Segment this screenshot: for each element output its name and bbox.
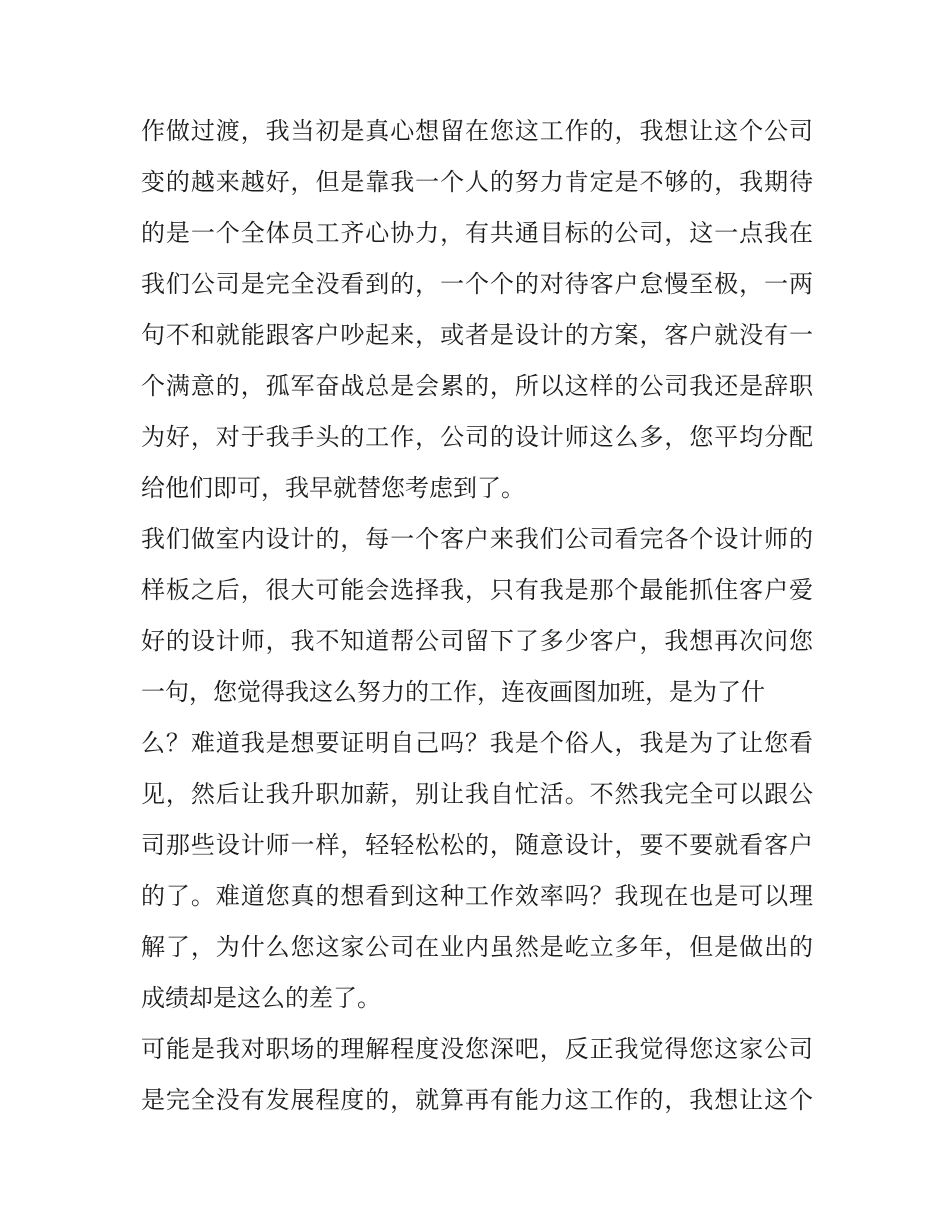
text-line: 的了。难道您真的想看到这种工作效率吗？我现在也是可以理 <box>141 882 813 910</box>
text-line: 是完全没有发展程度的，就算再有能力这工作的，我想让这个 <box>141 1086 813 1114</box>
text-line: 句不和就能跟客户吵起来，或者是设计的方案，客户就没有一 <box>141 321 813 349</box>
text-line: 作做过渡，我当初是真心想留在您这工作的，我想让这个公司 <box>141 117 813 145</box>
text-line: 一句，您觉得我这么努力的工作，连夜画图加班，是为了什 <box>141 678 765 706</box>
text-line: 解了，为什么您这家公司在业内虽然是屹立多年，但是做出的 <box>141 933 813 961</box>
text-line: 我们做室内设计的，每一个客户来我们公司看完各个设计师的 <box>141 525 813 553</box>
text-line: 个满意的，孤军奋战总是会累的，所以这样的公司我还是辞职 <box>141 372 813 400</box>
text-line: 可能是我对职场的理解程度没您深吧，反正我觉得您这家公司 <box>141 1035 813 1063</box>
text-line: 成绩却是这么的差了。 <box>141 984 381 1012</box>
document-body-text <box>141 106 813 1126</box>
text-line: 为好，对于我手头的工作，公司的设计师这么多，您平均分配 <box>141 423 813 451</box>
text-line: 见，然后让我升职加薪，别让我自忙活。不然我完全可以跟公 <box>141 780 813 808</box>
text-line: 好的设计师，我不知道帮公司留下了多少客户，我想再次问您 <box>141 627 813 655</box>
text-line: 变的越来越好，但是靠我一个人的努力肯定是不够的，我期待 <box>141 168 813 196</box>
text-line: 我们公司是完全没看到的，一个个的对待客户怠慢至极，一两 <box>141 270 813 298</box>
text-line: 么？难道我是想要证明自己吗？我是个俗人，我是为了让您看 <box>141 729 813 757</box>
text-line: 司那些设计师一样，轻轻松松的，随意设计，要不要就看客户 <box>141 831 813 859</box>
text-line: 样板之后，很大可能会选择我，只有我是那个最能抓住客户爱 <box>141 576 813 604</box>
text-line: 的是一个全体员工齐心协力，有共通目标的公司，这一点我在 <box>141 219 813 247</box>
text-line: 给他们即可，我早就替您考虑到了。 <box>141 474 525 502</box>
